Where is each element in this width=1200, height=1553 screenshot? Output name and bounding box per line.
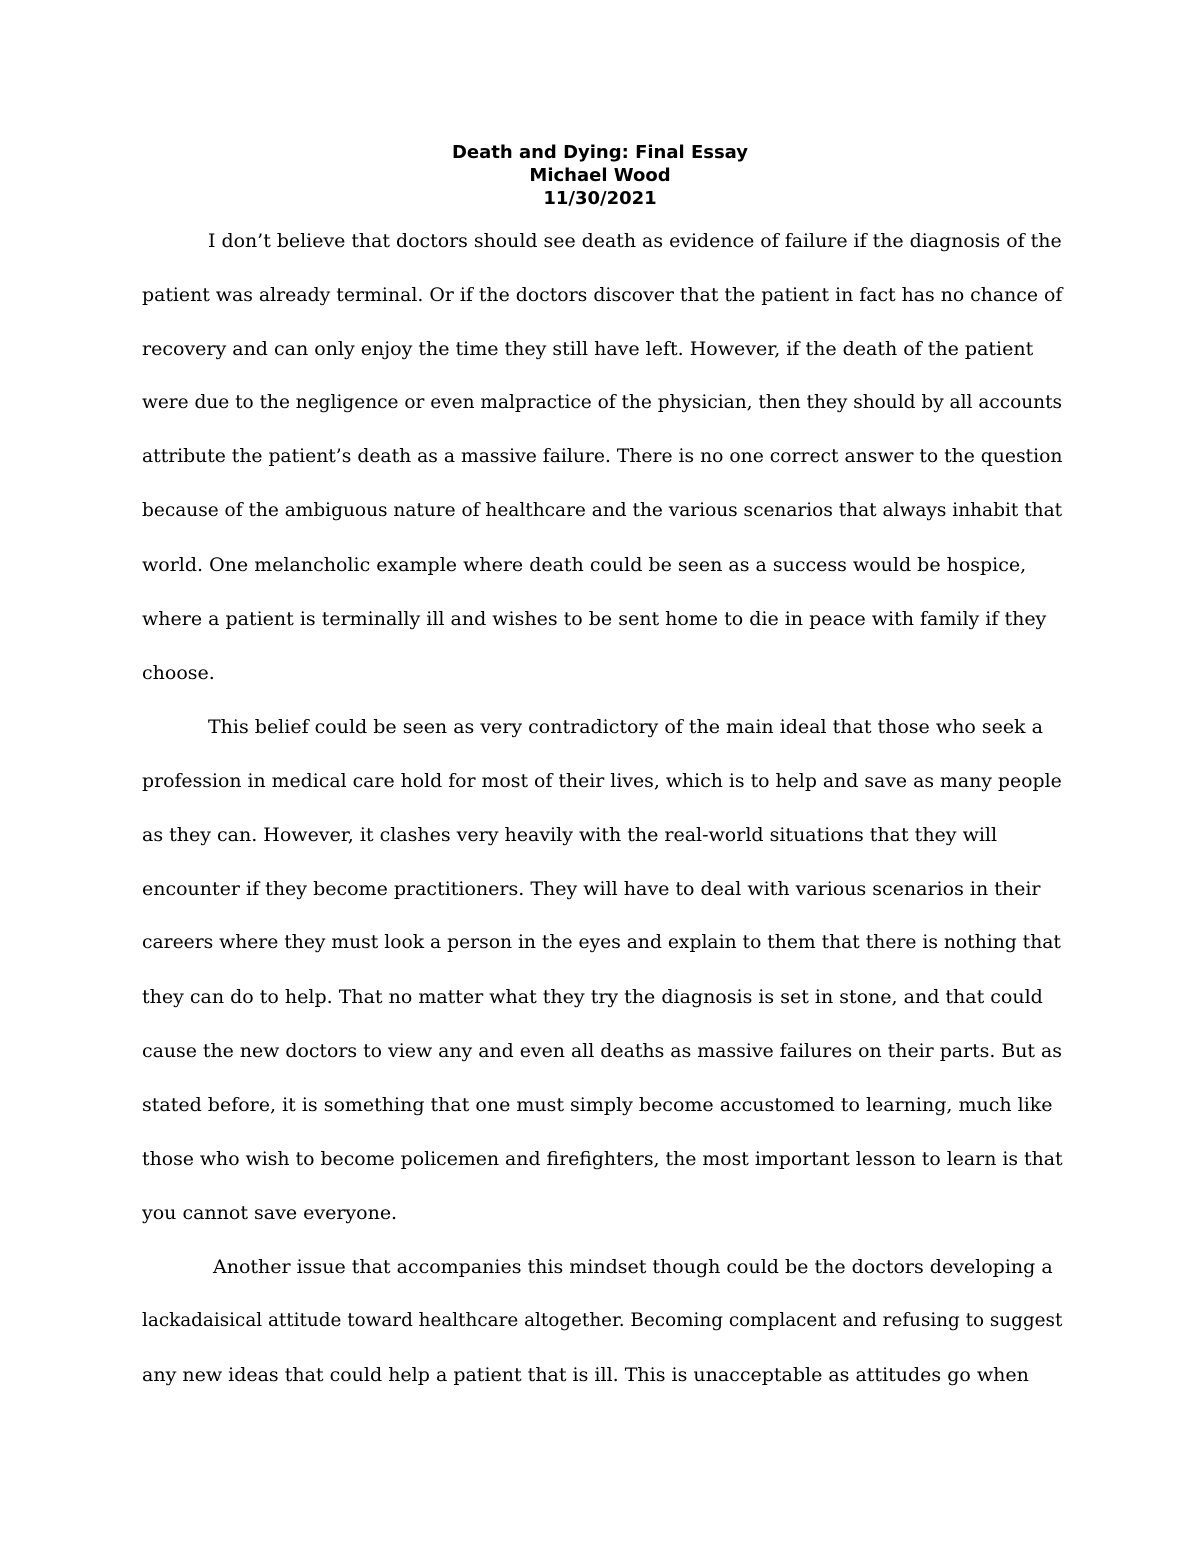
essay-line: they can do to help. That no matter what they try the diagnosis is set in stone, and that could xyxy=(142,986,1043,1008)
essay-body xyxy=(142,214,1062,1402)
essay-line: where a patient is terminally ill and wishes to be sent home to die in peace with family if they xyxy=(142,608,1047,630)
essay-line: patient was already terminal. Or if the doctors discover that the patient in fact has no chance of xyxy=(142,284,1063,306)
document-header xyxy=(0,141,1200,210)
essay-line: I don’t believe that doctors should see death as evidence of failure if the diagnosis of the xyxy=(208,230,1062,252)
essay-line: attribute the patient’s death as a massive failure. There is no one correct answer to the question xyxy=(142,446,1063,467)
essay-line: Another issue that accompanies this mindset though could be the doctors developing a xyxy=(213,1256,1053,1278)
essay-line: This belief could be seen as very contradictory of the main ideal that those who seek a xyxy=(208,716,1043,738)
essay-line: world. One melancholic example where death could be seen as a success would be hospice, xyxy=(142,554,1027,576)
essay-line: those who wish to become policemen and firefighters, the most important lesson to learn is that xyxy=(142,1148,1063,1170)
essay-line: encounter if they become practitioners. They will have to deal with various scenarios in their xyxy=(142,878,1041,900)
essay-line: stated before, it is something that one must simply become accustomed to learning, much like xyxy=(142,1094,1053,1116)
document-date: 11/30/2021 xyxy=(543,188,657,209)
essay-line: were due to the negligence or even malpractice of the physician, then they should by all accounts xyxy=(142,392,1063,413)
essay-line: lackadaisical attitude toward healthcare altogether. Becoming complacent and refusing to suggest xyxy=(142,1310,1063,1331)
essay-line: profession in medical care hold for most of their lives, which is to help and save as many people xyxy=(142,770,1062,792)
essay-line: cause the new doctors to view any and even all deaths as massive failures on their parts. But as xyxy=(142,1040,1062,1062)
essay-line: recovery and can only enjoy the time they still have left. However, if the death of the patient xyxy=(142,338,1034,360)
essay-line: as they can. However, it clashes very heavily with the real-world situations that they will xyxy=(142,824,998,846)
essay-line: careers where they must look a person in the eyes and explain to them that there is nothing that xyxy=(142,932,1061,953)
document-title: Death and Dying: Final Essay xyxy=(451,142,748,163)
essay-line: any new ideas that could help a patient that is ill. This is unacceptable as attitudes go when xyxy=(142,1364,1029,1386)
essay-line: you cannot save everyone. xyxy=(142,1202,398,1224)
document-author: Michael Wood xyxy=(529,165,671,186)
essay-line: because of the ambiguous nature of healthcare and the various scenarios that always inhabit that xyxy=(142,500,1063,521)
essay-line: choose. xyxy=(142,662,215,684)
